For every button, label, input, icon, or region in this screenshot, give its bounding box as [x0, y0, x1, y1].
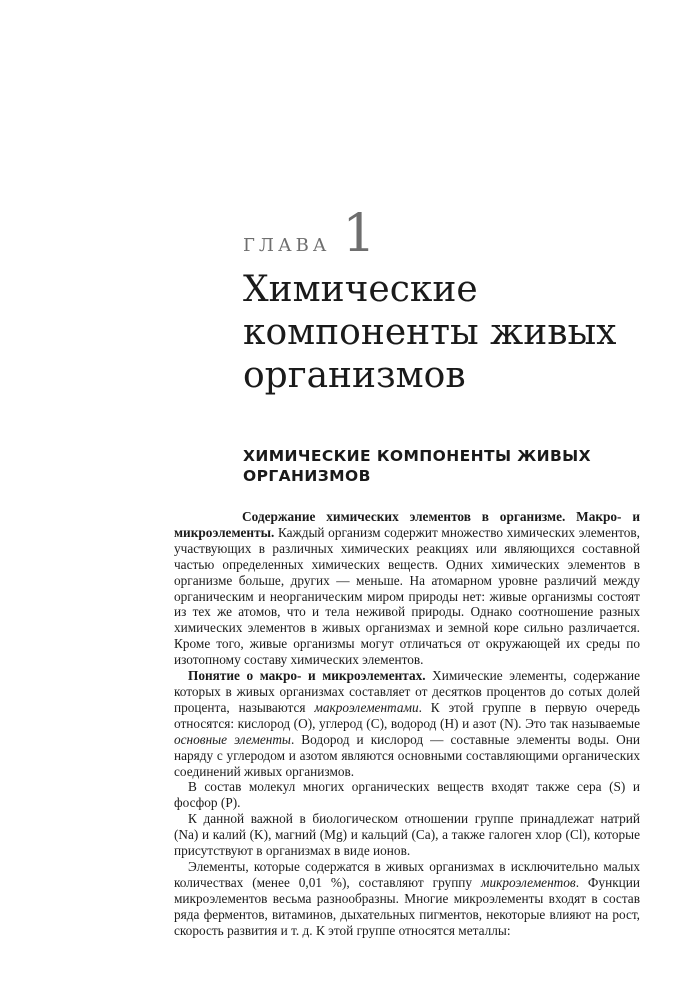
chapter-number: 1 [342, 204, 376, 264]
paragraph-2-text-1: Химические элементы, содержание которых в живых организмах составляет от десятков процентов до сотых долей процента, называются [174, 668, 641, 715]
paragraph-2-text-3: . Водород и кислород — составные элементы воды. Они наряду с углеродом и азотом являются основными составляющими органических соединений живых организмов. [174, 731, 640, 779]
paragraph-3: В состав молекул многих органических веществ входят также сера (S) и фосфор (P). [174, 779, 640, 811]
paragraph-1 [174, 509, 640, 668]
paragraph-4: К данной важной в биологическом отношении группе принадлежат натрий (Na) и калий (K), магний (Mg) и кальций (Ca), а также галоген хлор (Cl), которые присутствуют в организмах в виде ионов. [174, 811, 640, 859]
paragraph-5-text-1: Элементы, которые содержатся в живых организмах в исключительно малых количествах (менее 0,01 %), составляют группу [174, 858, 640, 890]
paragraph-5 [174, 859, 640, 939]
paragraph-1-text: Каждый организм содержит множество химических элементов, участвующих в различных химических реакциях или являющихся составной частью определенных химических веществ. Одних химических элементов в организме больше, других — меньше. На атомарном уровне различий между органическим и неорганическим миром природы нет: живые организмы состоят из тех же атомов, что и тела неживой природы. Однако соотношение разных химических элементов в живых организмах и земной коре сильно различается. Кроме того, живые организмы могут отличаться от окружающей их среды по изотопному составу химических элементов. [174, 524, 640, 668]
body-text [174, 509, 640, 938]
paragraph-5-text-2: . Функции микроэлементов весьма разнообразны. Многие микроэлементы входят в состав ряда ферментов, витаминов, дыхательных пигментов, некоторые влияют на рост, скорость развития и т. д. К этой группе относятся металлы: [174, 874, 641, 938]
chapter-label [243, 204, 376, 268]
chapter-title: Химические компоненты живых организмов [243, 269, 617, 396]
section-title: ХИМИЧЕСКИЕ КОМПОНЕНТЫ ЖИВЫХ ОРГАНИЗМОВ [243, 447, 591, 485]
paragraph-1-lead: Содержание химических элементов в организме. Макро- и микроэлементы. [174, 509, 640, 540]
term-macroelements: макроэлементами [314, 699, 419, 715]
term-basic-elements: основные элементы [174, 731, 291, 747]
chapter-word: ГЛАВА [243, 235, 331, 256]
term-microelements: микроэлементов [480, 874, 576, 890]
paragraph-2-text-2: . К этой группе в первую очередь относятся: кислород (O), углерод (C), водород (H) и азот (N). Это так называемые [174, 699, 641, 731]
paragraph-2-lead: Понятие о макро- и микроэлементах. [188, 668, 426, 684]
paragraph-2 [174, 668, 640, 779]
